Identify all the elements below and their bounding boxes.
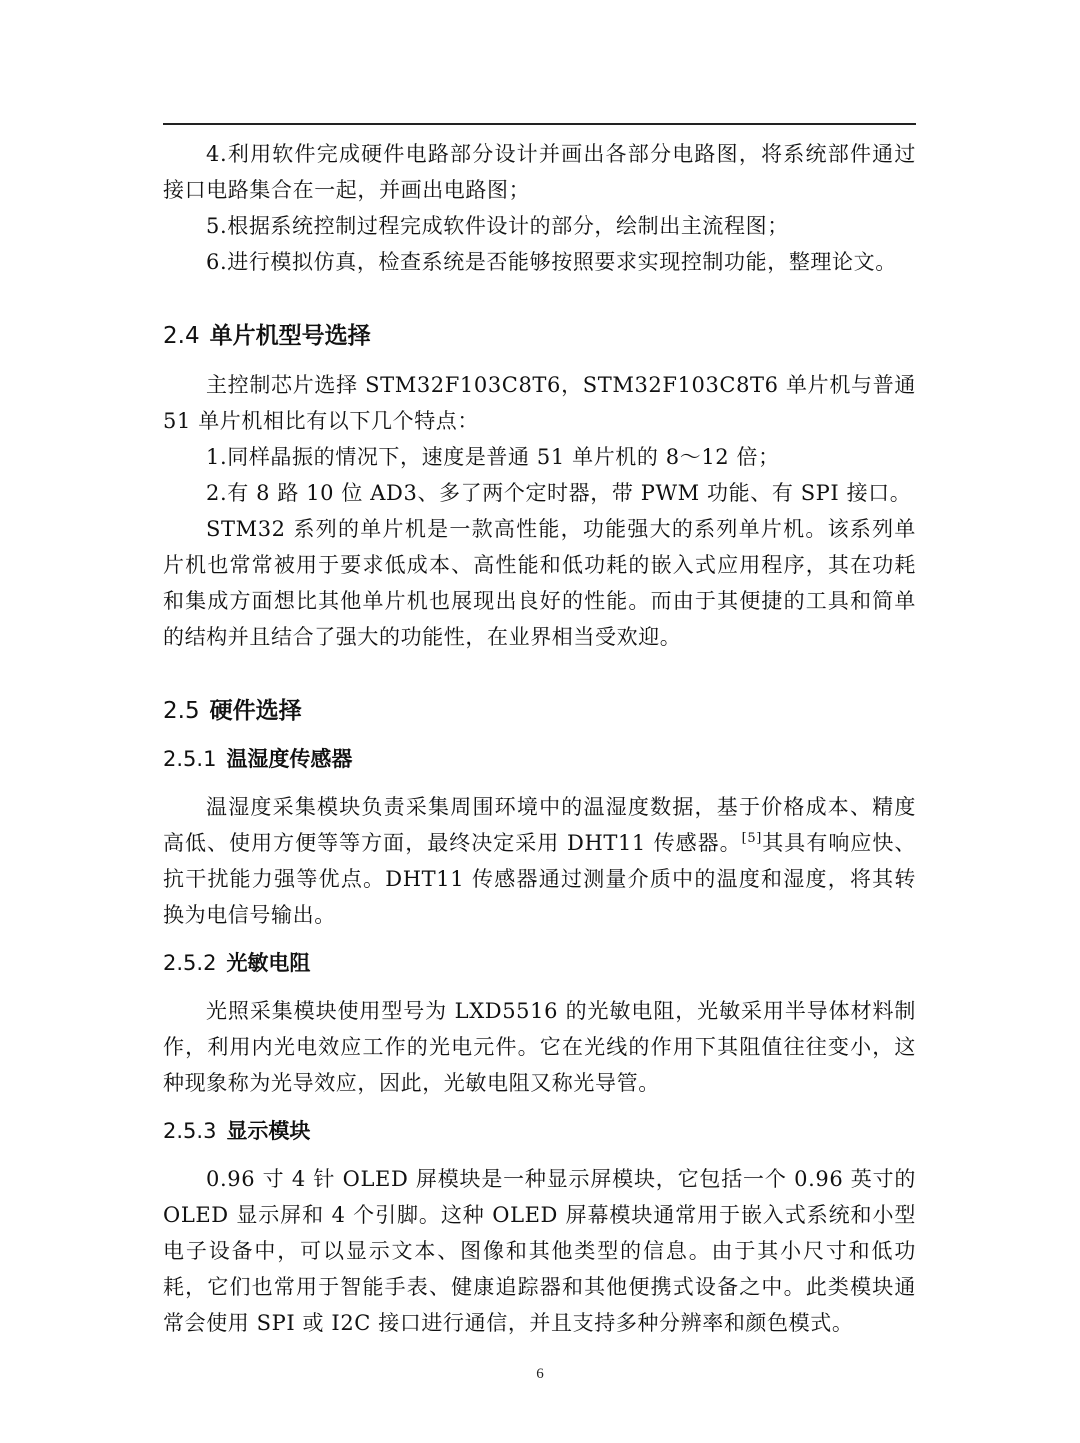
section-2-4-body xyxy=(163,367,916,655)
section-number: 2.5.3 xyxy=(163,1119,217,1143)
section-number: 2.5.1 xyxy=(163,747,217,771)
intro-item-4: 4.利用软件完成硬件电路部分设计并画出各部分电路图，将系统部件通过接口电路集合在一起，并画出电路图； xyxy=(163,142,916,202)
section-number: 2.5.2 xyxy=(163,951,217,975)
section-title: 温湿度传感器 xyxy=(226,747,353,771)
paragraph-2-5-1 xyxy=(163,789,916,933)
section-title: 光敏电阻 xyxy=(226,951,311,975)
list-item: 2.有 8 路 10 位 AD3、多了两个定时器，带 PWM 功能、有 SPI 接口。 xyxy=(206,481,912,505)
paragraph: 主控制芯片选择 STM32F103C8T6，STM32F103C8T6 单片机与普通 51 单片机相比有以下几个特点： xyxy=(163,373,916,433)
section-number: 2.5 xyxy=(163,698,200,724)
subsection-heading-2-5-3 xyxy=(163,1113,916,1149)
header-rule xyxy=(163,123,916,125)
citation-marker: [5] xyxy=(741,831,762,846)
intro-item-5: 5.根据系统控制过程完成软件设计的部分，绘制出主流程图； xyxy=(206,214,789,238)
paragraph: STM32 系列的单片机是一款高性能，功能强大的系列单片机。该系列单片机也常常被用于要求低成本、高性能和低功耗的嵌入式应用程序，其在功耗和集成方面想比其他单片机也展现出良好的性能。而由于其便捷的工具和简单的结构并且结合了强大的功能性，在业界相当受欢迎。 xyxy=(163,517,916,649)
list-item: 1.同样晶振的情况下，速度是普通 51 单片机的 8～12 倍； xyxy=(206,445,780,469)
section-heading-2-4 xyxy=(163,318,916,354)
section-title: 显示模块 xyxy=(226,1119,311,1143)
intro-item-6: 6.进行模拟仿真，检查系统是否能够按照要求实现控制功能，整理论文。 xyxy=(206,250,897,274)
paragraph-2-5-2: 光照采集模块使用型号为 LXD5516 的光敏电阻，光敏采用半导体材料制作，利用内光电效应工作的光电元件。它在光线的作用下其阻值往往变小，这种现象称为光导效应，因此，光敏电阻又称光导管。 xyxy=(163,999,916,1095)
paragraph-2-5-3: 0.96 寸 4 针 OLED 屏模块是一种显示屏模块，它包括一个 0.96 英寸的OLED 显示屏和 4 个引脚。这种 OLED 屏幕模块通常用于嵌入式系统和小型电子设备中，可以显示文本、图像和其他类型的信息。由于其小尺寸和低功耗，它们也常用于智能手表、健康追踪器和其他便携式设备之中。此类模块通常会使用 SPI 或 I2C 接口进行通信，并且支持多种分辨率和颜色模式。 xyxy=(163,1167,916,1335)
subsection-heading-2-5-2 xyxy=(163,945,916,981)
section-title: 单片机型号选择 xyxy=(209,323,371,349)
page-number: 6 xyxy=(536,1366,544,1382)
section-number: 2.4 xyxy=(163,323,200,349)
paragraph-text: 其具有响应快、抗干扰能力强等优点。DHT11 传感器通过测量介质中的温度和湿度，将其转换为电信号输出。 xyxy=(163,831,916,927)
paragraph-text: 温湿度采集模块负责采集周围环境中的温湿度数据，基于价格成本、精度高低、使用方便等等方面，最终决定采用 DHT11 传感器。 xyxy=(163,795,916,855)
section-title: 硬件选择 xyxy=(209,698,302,724)
page-content xyxy=(163,136,916,1341)
section-heading-2-5 xyxy=(163,693,916,729)
subsection-heading-2-5-1 xyxy=(163,741,916,777)
